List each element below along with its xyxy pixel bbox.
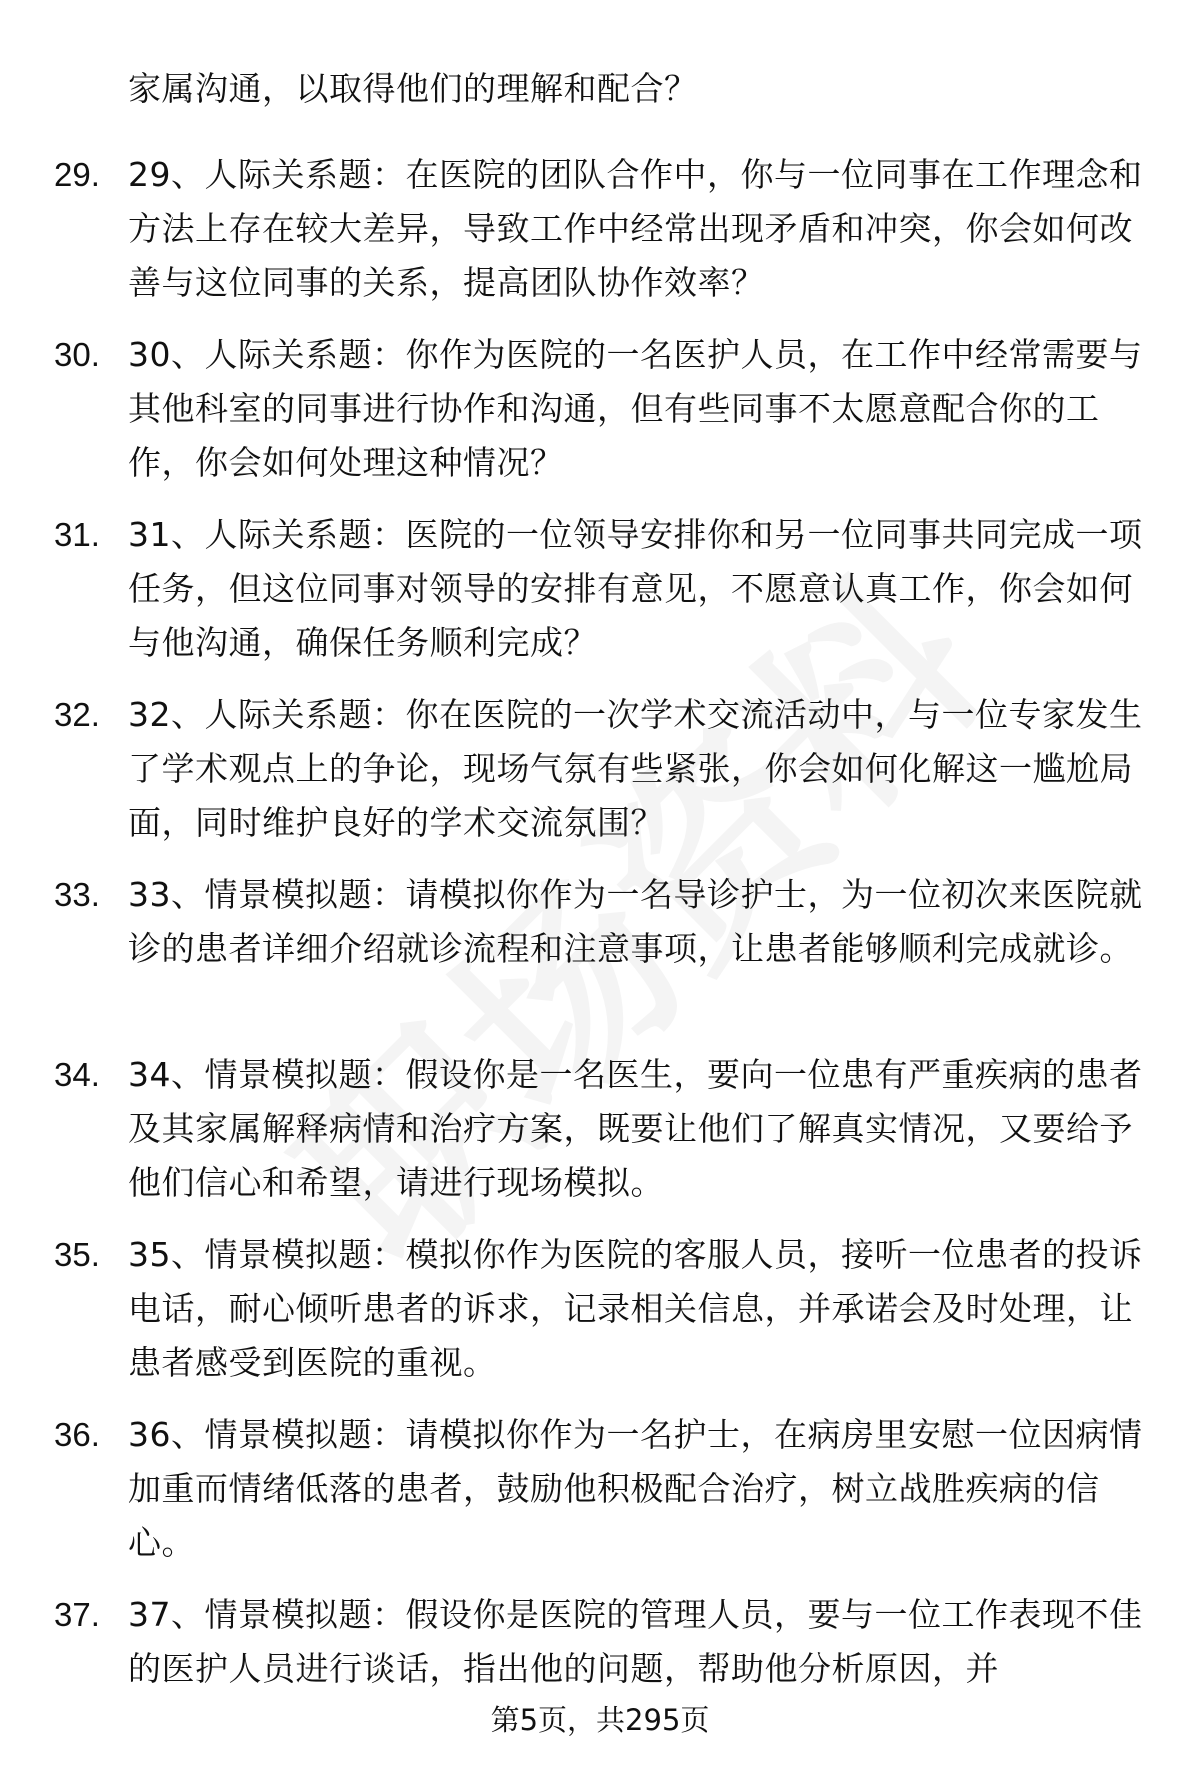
question-item xyxy=(0,1588,1200,1768)
page-footer: 第5页，共295页 xyxy=(490,1703,710,1737)
question-item xyxy=(0,1228,1200,1408)
question-text: 33、情景模拟题：请模拟你作为一名导诊护士，为一位初次来医院就诊的患者详细介绍就诊流程和注意事项，让患者能够顺利完成就诊。 xyxy=(128,875,1143,968)
question-text: 30、人际关系题：你作为医院的一名医护人员，在工作中经常需要与其他科室的同事进行协作和沟通，但有些同事不太愿意配合你的工作，你会如何处理这种情况？ xyxy=(128,335,1143,482)
question-text: 29、人际关系题：在医院的团队合作中，你与一位同事在工作理念和方法上存在较大差异，导致工作中经常出现矛盾和冲突，你会如何改善与这位同事的关系，提高团队协作效率？ xyxy=(128,155,1143,302)
question-item xyxy=(0,1048,1200,1228)
question-item xyxy=(0,688,1200,868)
question-number: 29. xyxy=(54,156,100,193)
question-list xyxy=(0,148,1200,1768)
question-text: 31、人际关系题：医院的一位领导安排你和另一位同事共同完成一项任务，但这位同事对领导的安排有意见，不愿意认真工作，你会如何与他沟通，确保任务顺利完成？ xyxy=(128,515,1143,662)
question-item xyxy=(0,328,1200,508)
question-text: 36、情景模拟题：请模拟你作为一名护士，在病房里安慰一位因病情加重而情绪低落的患者，鼓励他积极配合治疗，树立战胜疾病的信心。 xyxy=(128,1415,1143,1562)
question-number: 32. xyxy=(54,696,100,733)
question-number: 37. xyxy=(54,1596,100,1633)
question-number: 33. xyxy=(54,876,100,913)
question-number: 36. xyxy=(54,1416,100,1453)
question-text: 35、情景模拟题：模拟你作为医院的客服人员，接听一位患者的投诉电话，耐心倾听患者的诉求，记录相关信息，并承诺会及时处理，让患者感受到医院的重视。 xyxy=(128,1235,1143,1382)
question-item xyxy=(0,868,1200,1048)
question-item xyxy=(0,508,1200,688)
question-number: 30. xyxy=(54,336,100,373)
question-text: 32、人际关系题：你在医院的一次学术交流活动中，与一位专家发生了学术观点上的争论，现场气氛有些紧张，你会如何化解这一尴尬局面，同时维护良好的学术交流氛围？ xyxy=(128,695,1143,842)
question-number: 35. xyxy=(54,1236,100,1273)
question-number: 34. xyxy=(54,1056,100,1093)
question-item xyxy=(0,148,1200,328)
question-text: 37、情景模拟题：假设你是医院的管理人员，要与一位工作表现不佳的医护人员进行谈话，指出他的问题，帮助他分析原因，并 xyxy=(128,1595,1143,1688)
question-item xyxy=(0,1408,1200,1588)
continuation-text: 家属沟通，以取得他们的理解和配合？ xyxy=(128,69,698,108)
question-number: 31. xyxy=(54,516,100,553)
question-text: 34、情景模拟题：假设你是一名医生，要向一位患有严重疾病的患者及其家属解释病情和治疗方案，既要让他们了解真实情况，又要给予他们信心和希望，请进行现场模拟。 xyxy=(128,1055,1143,1202)
